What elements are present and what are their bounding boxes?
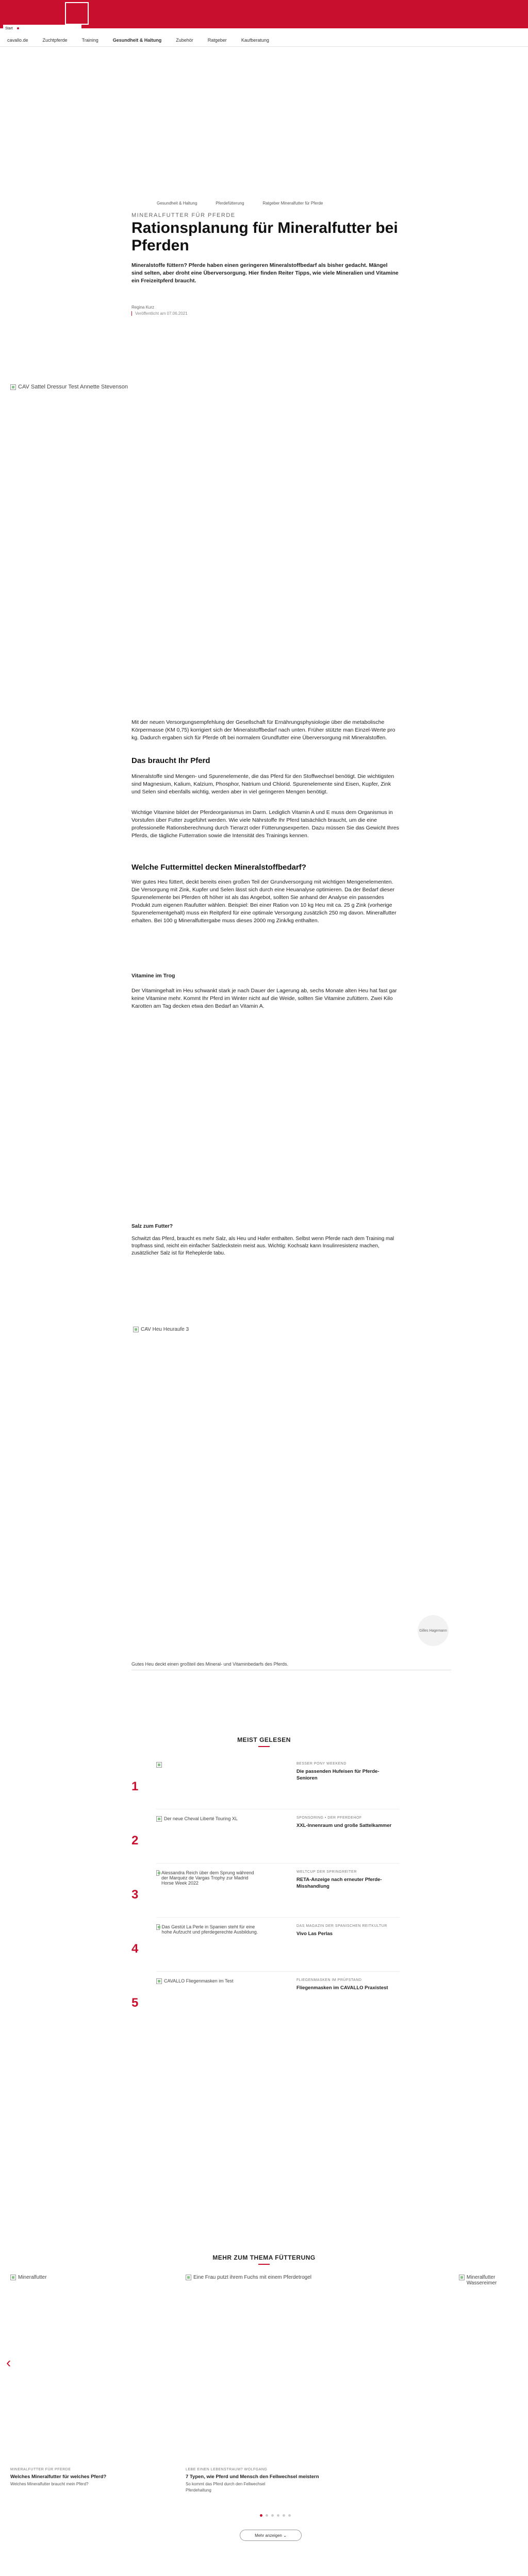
popular-thumb xyxy=(156,1762,259,1768)
popular-title[interactable]: RETA-Anzeige nach erneuter Pferde-Misshandlung xyxy=(296,1877,382,1889)
top-utility-bar xyxy=(3,25,81,32)
image-placeholder-icon xyxy=(10,2275,16,2280)
nav-item-gesundheit[interactable]: Gesundheit & Haltung xyxy=(112,37,162,43)
image-placeholder-icon xyxy=(459,2275,465,2280)
related-card-2-text[interactable] xyxy=(186,2468,335,2493)
rank-number: 5 xyxy=(131,1996,139,2010)
image-placeholder-icon xyxy=(186,2275,191,2280)
breadcrumb xyxy=(157,201,323,206)
infobox-text: Schwitzt das Pferd, braucht es mehr Salz, als Heu und Hafer enthalten. Selbst wenn Pferde nach dem Training mal tropfnass sind, reicht ein einfacher Salzleckstein meist aus. Wichtig: Kochsalz kann Insulinresistenz machen, zusätzlicher Salz ist für Reheplerde tabu. xyxy=(131,1236,394,1256)
rank-number: 1 xyxy=(131,1780,139,1793)
card-category: MINERALFUTTER FÜR PFERDE xyxy=(10,2468,71,2471)
popular-title[interactable]: XXL-Innenraum und große Sattelkammer xyxy=(296,1823,392,1828)
popular-thumb xyxy=(156,1978,259,1984)
popular-category: SPONSORING • DER PFERDEHOF xyxy=(296,1816,362,1820)
nav-item-zuchtpferde[interactable]: Zuchtpferde xyxy=(42,37,68,43)
thumb-alt: Das Gestüt La Perle in Spanien steht für eine hohe Aufzucht und pferdegerechte Ausbildung. xyxy=(161,1924,258,1935)
popular-title[interactable]: Die passenden Hufeisen für Pferde-Senioren xyxy=(296,1769,380,1781)
slider-dot[interactable] xyxy=(266,2514,268,2517)
popular-category: DAS MAGAZIN DER SPANISCHEN REITKULTUR xyxy=(296,1924,387,1928)
popular-title[interactable]: Fliegenmasken im CAVALLO Praxistest xyxy=(296,1985,388,1991)
nav-item-zubehoer[interactable]: Zubehör xyxy=(176,37,193,43)
title-underline xyxy=(258,1746,270,1747)
thumb-alt: Mineralfutter Wassereimer xyxy=(466,2275,497,2286)
article-lead: Mineralstoffe füttern? Pferde haben einen geringeren Mineralstoffbedarf als bisher gedacht. Mängel sind selten, aber droht eine Überversorgung. Hier finden Reiter Tipps, wie viele Mineralien und Vitamine ein Freizeitpferd braucht. xyxy=(131,262,399,284)
heading-need: Das braucht Ihr Pferd xyxy=(131,756,210,765)
article-paragraph-4: Wer gutes Heu füttert, deckt bereits einen großen Teil der Grundversorgung mit wichtigen Mengenelementen. Die Versorgung mit Zink, Kupfer und Selen lässt sich durch eine Heuanalyse optimieren. Da der Bedarf dieser Spurenelemente bei Pferden oft höher ist als das Angebot, sollten Sie anhand der Analyse ein passendes Produkt zum eigenen Raufutter wählen. Beispiel: Bei einer Ration von 10 kg Heu mit ca. 25 g Zink (vorherige Spurenelementgehalt) muss ein Reitpferd für eine optimale Versorgung zusätzlich 250 mg davon. Mineralfutter erhalten. Bei 100 g Mineralfuttergabe muss dieses 2000 mg Zink/kg enthalten. xyxy=(131,879,397,924)
popular-category: BESSER PONY WEEKEND xyxy=(296,1762,346,1766)
related-card-3[interactable] xyxy=(459,2275,526,2286)
chevron-down-icon: ⌄ xyxy=(283,2533,287,2538)
slider-dots xyxy=(260,2514,291,2517)
divider xyxy=(156,1917,400,1918)
image-placeholder-icon xyxy=(156,1924,160,1930)
image-placeholder-icon xyxy=(133,1327,139,1332)
start-link[interactable]: Start xyxy=(5,26,13,30)
slider-dot[interactable] xyxy=(277,2514,279,2517)
breadcrumb-item-3[interactable]: Ratgeber Mineralfutter für Pferde xyxy=(262,201,323,206)
card-category: LEBE EINEN LEBENSTRAUM? WOLFGANG xyxy=(186,2468,268,2471)
divider xyxy=(156,1971,400,1972)
dot-icon xyxy=(17,27,19,29)
card-title[interactable]: Welches Mineralfutter für welches Pferd? xyxy=(10,2474,107,2480)
related-section-title xyxy=(0,2254,528,2265)
show-more-button[interactable] xyxy=(240,2530,302,2541)
rank-number: 3 xyxy=(131,1888,139,1902)
article-paragraph-2: Mineralstoffe sind Mengen- und Spurenelemente, die das Pferd für den Stoffwechsel benötigt. Die wichtigsten sind Magnesium, Kalium, Kalzium, Phosphor, Natrium und Chlorid. Spurenelemente sind Eisen, Kupfer, Zink und Selen sind ebenfalls wichtig, werden aber in viel geringeren Mengen benötigt. xyxy=(131,773,394,795)
image-placeholder-icon xyxy=(156,1762,162,1768)
image-caption: Gutes Heu deckt einen großteil des Mineral- und Vitaminbedarfs des Pferds. xyxy=(131,1662,451,1670)
infobox-image-alt: CAV Heu Heuraufe 3 xyxy=(141,1327,189,1332)
nav-item-kaufberatung[interactable]: Kaufberatung xyxy=(241,37,269,43)
image-placeholder-icon xyxy=(10,384,16,390)
show-more-label: Mehr anzeigen xyxy=(255,2533,282,2538)
site-logo[interactable] xyxy=(65,2,89,25)
infobox-title: Salz zum Futter? xyxy=(131,1224,173,1229)
popular-title-text: MEIST GELESEN xyxy=(237,1736,291,1743)
related-card-1-text[interactable] xyxy=(10,2468,160,2486)
nav-item-ratgeber[interactable]: Ratgeber xyxy=(207,37,227,43)
popular-title[interactable]: Vivo Las Perlas xyxy=(296,1931,333,1937)
card-teaser: So kommt das Pferd durch den Fellwechsel xyxy=(186,2482,266,2486)
thumb-alt: CAVALLO Fliegenmasken im Test xyxy=(164,1978,234,1984)
main-nav xyxy=(0,33,528,47)
slider-dot[interactable] xyxy=(288,2514,291,2517)
rank-number: 2 xyxy=(131,1834,139,1848)
article-paragraph-3: Wichtige Vitamine bildet der Pferdeorganismus im Darm. Lediglich Vitamin A und E muss dem Organismus in Vorstufen über Futter zugeführt werden. Wie viele Nährstoffe Ihr Pferd tatsächlich braucht, um die eine professionelle Rationsberechnung durch Tierarzt oder Fütterungsexperten. Dazu müssen Sie das Gewicht Ihres Pferds, die tägliche Futterration sowie die Intensität des Trainings kennen. xyxy=(131,809,399,839)
popular-item-2[interactable] xyxy=(131,1816,400,1863)
card-title[interactable]: 7 Typen, wie Pferd und Mensch den Fellwechsel meistern xyxy=(186,2474,319,2480)
thumb-alt: Der neue Cheval Liberté Touring XL xyxy=(164,1816,238,1821)
popular-thumb xyxy=(156,1924,259,1935)
slider-dot[interactable] xyxy=(260,2514,262,2517)
related-title-text: MEHR ZUM THEMA FÜTTERUNG xyxy=(212,2254,316,2261)
related-card-1[interactable] xyxy=(10,2275,160,2280)
top-bar xyxy=(0,0,528,28)
slider-dot[interactable] xyxy=(283,2514,285,2517)
nav-item-home[interactable]: cavallo.de xyxy=(7,37,28,43)
article-kicker: MINERALFUTTER FÜR PFERDE xyxy=(131,212,236,218)
popular-section-title xyxy=(0,1736,528,1747)
popular-item-3[interactable] xyxy=(131,1870,400,1918)
card-teaser: Welches Mineralfutter braucht mein Pferd? xyxy=(10,2482,89,2486)
infobox-image xyxy=(133,1327,189,1332)
popular-thumb xyxy=(156,1816,259,1822)
breadcrumb-item-1[interactable]: Gesundheit & Haltung xyxy=(157,201,197,206)
heading-which: Welche Futtermittel decken Mineralstoffbedarf? xyxy=(131,863,306,872)
rank-number: 4 xyxy=(131,1942,139,1956)
slider-dot[interactable] xyxy=(271,2514,274,2517)
card-thumb xyxy=(10,2275,160,2280)
article-title: Rationsplanung für Mineralfutter bei Pferden xyxy=(131,219,398,254)
image-credit: Gilles Hagemann xyxy=(418,1615,449,1646)
thumb-alt: Alessandra Reich über dem Sprung während der Marquéz de Vargas Trophy zur Madrid Horse Week 2022 xyxy=(161,1870,254,1886)
hero-image xyxy=(10,384,128,390)
breadcrumb-item-2[interactable]: Pferdefütterung xyxy=(216,201,244,206)
related-card-2[interactable] xyxy=(186,2275,335,2280)
hero-image-alt: CAV Sattel Dressur Test Annette Stevenson xyxy=(18,384,128,390)
article-paragraph-1: Mit der neuen Versorgungsempfehlung der Gesellschaft für Ernährungsphysiologie über die metabolische Körpermasse (KM 0,75) korrigiert sich der Mineralstoffbedarf nach unten. Früher stützte man Einzel-Werte pro kg. Dadurch ergaben sich für Pferde oft bei normalem Grundfutter eine Überversorgung mit Mineralstoffen. xyxy=(131,719,395,741)
popular-item-5[interactable] xyxy=(131,1978,400,2026)
title-underline xyxy=(258,2264,270,2265)
popular-category: WELTCUP DER SPRINGREITER xyxy=(296,1870,357,1874)
date-divider xyxy=(131,311,132,316)
popular-item-1[interactable] xyxy=(131,1762,400,1809)
thumb-alt: Eine Frau putzt ihrem Fuchs mit einem Pferdetrogel xyxy=(193,2275,311,2280)
popular-item-4[interactable] xyxy=(131,1924,400,1972)
popular-category: FLIEGENMASKEN IM PRÜFSTAND xyxy=(296,1978,362,1982)
image-placeholder-icon xyxy=(156,1978,162,1984)
article-date-line xyxy=(131,311,400,316)
article-date: Veröffentlicht am 07.06.2021 xyxy=(135,311,188,316)
heading-vitamine: Vitamine im Trog xyxy=(131,973,175,979)
article-author[interactable]: Regina Kurz xyxy=(131,305,155,310)
nav-item-training[interactable]: Training xyxy=(81,37,98,43)
card-extra: Pferdehaltung xyxy=(186,2488,211,2493)
popular-thumb xyxy=(156,1870,259,1886)
image-placeholder-icon xyxy=(156,1816,162,1822)
card-thumb xyxy=(186,2275,335,2280)
article-paragraph-5: Der Vitamingehalt im Heu schwankt stark je nach Dauer der Lagerung ab, sechs Monate alten Heu hat fast gar keine Vitamine mehr. Kommt Ihr Pferd im Winter nicht auf die Weide, sollten Sie Vitamine zufüttern. Zwei Kilo Karotten am Tag decken etwa den Bedarf an Vitamin A. xyxy=(131,988,397,1009)
card-thumb xyxy=(459,2275,526,2286)
thumb-alt: Mineralfutter xyxy=(18,2275,47,2280)
image-placeholder-icon xyxy=(156,1870,159,1876)
chevron-left-icon[interactable]: ‹ xyxy=(6,2354,11,2370)
